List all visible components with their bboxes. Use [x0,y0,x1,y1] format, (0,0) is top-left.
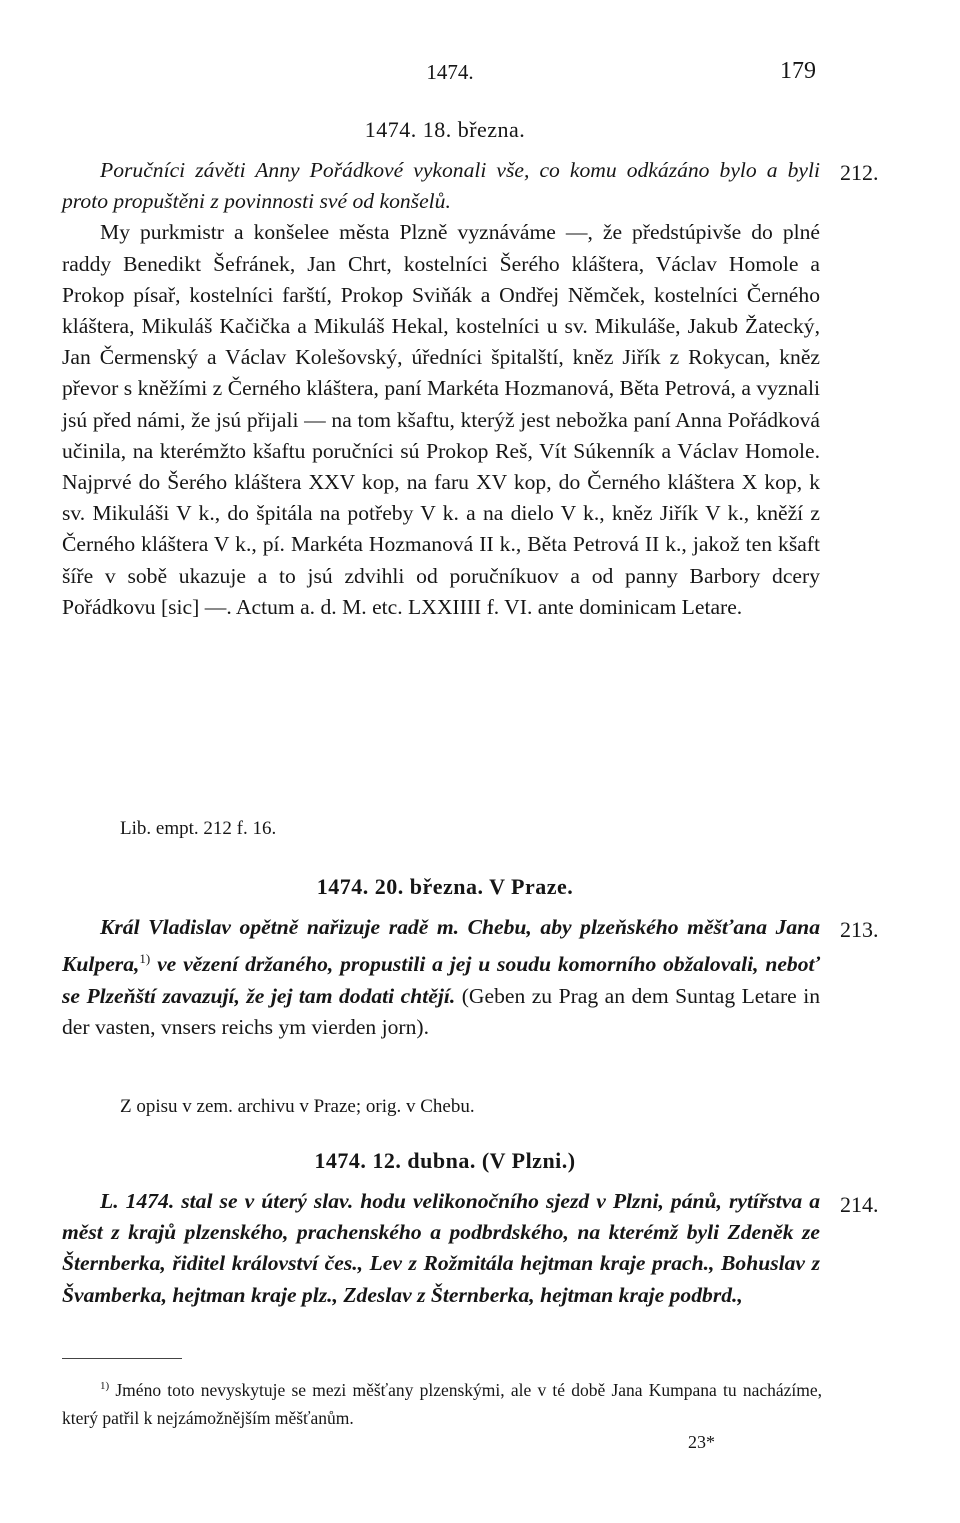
running-header-year: 1474. [426,60,474,84]
entry-212-text: My purkmistr a konšelee města Plzně vyznáváme —, že předstúpivše do plné raddy Benedikt Šefránek, Jan Chrt, kostelníci Šerého kláštera, Václav Homole a Prokop písař, kostelníci farští, Prokop Sviňák a Ondřej Němček, kostelníci Černého kláštera, Mikuláš Kačička a Mikuláš Hekal, kostelníci u sv. Mikuláše, Jakub Žatecký, Jan Čermenský a Václav Kolešovský, úředníci špitalští, kněz Jiřík z Rokycan, kněz převor s kněžími z Černého kláštera, paní Markéta Hozmanová, Běta Petrová, a vyznali jsú před námi, že jsú přijali — na tom kšaftu, kterýž jest nebožka paní Anna Pořádková učinila, na kterémžto kšaftu poručníci sú Prokop Reš, Vít Súkenník a Václav Homole. Najprvé do Šerého kláštera XXV kop, na faru XV kop, do Černého kláštera X kop, k sv. Mikuláši V k., do špitála na potřeby V k. a na dielo V k., kněz Jiřík V k., kněží z Černého kláštera V k., pí. Markéta Hozmanová II k., Běta Petrová II k., jakož ten kšaft šíře v sobě ukazuje a to jsú zdvihli od poručníkuov a od panny Barbory dcery Pořádkovu [sic] —. Actum a. d. M. etc. LXXIIII f. VI. ante dominicam Letare. [62,220,820,619]
page-number: 179 [780,58,816,84]
entry-213-summary: Král Vladislav opětně nařizuje radě m. Chebu, aby plzeňského měšťana Jana Kulpera, [62,915,820,977]
entry-212-source: Lib. empt. 212 f. 16. [120,818,277,839]
entry-213-paragraph [62,912,820,1043]
entry-213-footnote-mark: 1) [139,951,151,967]
entry-212-date-heading: 1474. 18. března. [364,117,526,142]
entry-212-summary: Poručníci závěti Anny Pořádkové vykonali vše, co komu odkázáno bylo a byli proto propuštěni z povinnosti své od konšelů. [62,158,820,214]
entry-214-block [62,1186,820,1311]
signature-mark: 23* [688,1432,715,1452]
entry-212-number: 212. [840,160,879,185]
entry-213-summary-cont: ve vězení držaného, propustili a jej u soudu komorního obžalovali, neboť se Plzeňští zavazují, že jej tam dodati chtějí. [62,952,820,1008]
entry-213-source: Z opisu v zem. archivu v Praze; orig. v Chebu. [120,1096,475,1117]
entry-214-date-heading: 1474. 12. dubna. (V Plzni.) [314,1148,576,1173]
footnote [62,1372,822,1432]
footnote-mark: 1) [100,1380,110,1392]
entry-214-summary: L. 1474. stal se v úterý slav. hodu velikonočního sjezd v Plzni, pánů, rytířstva a měst z krajů plzenského, prachenského a podbrdského, na kterémž byli Zdeněk ze Šternberka, řiditel království čes., Lev z Rožmitála hejtman kraje prach., Bohuslav z Švamberka, hejtman kraje plz., Zdeslav z Šternberka, hejtman kraje podbrd., [62,1189,820,1307]
entry-213-date-heading: 1474. 20. března. V Praze. [316,874,574,899]
entry-214-number: 214. [840,1192,879,1217]
entry-212-block [62,155,820,623]
footnote-divider [62,1358,182,1359]
entry-213-block [62,912,820,1043]
entry-213-text: (Geben zu Prag an dem Suntag Letare in der vasten, vnsers reichs ym vierden jorn). [62,983,820,1039]
entry-213-number: 213. [840,917,879,942]
footnote-text: Jméno toto nevyskytuje se mezi měšťany plzenskými, ale v té době Jana Kumpana tu nacházíme, který patřil k nejzámožnějším měšťanům. [62,1379,822,1428]
